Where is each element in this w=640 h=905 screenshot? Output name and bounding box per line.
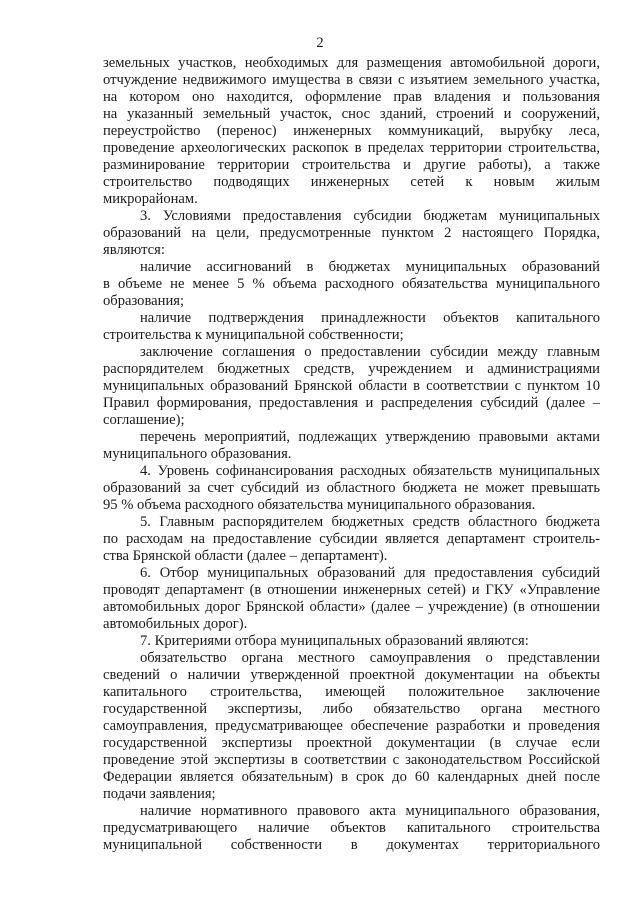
text-line: подачи заявления; [103,786,216,802]
text-line: автомобильных дорог). [103,616,248,632]
text-line: муниципальных образований Брянской области в соответствии с пунктом 10 [103,378,600,394]
text-line: проведение этой экспертизы в соответствии с законодательством Российской [103,752,600,768]
text-line: самоуправления, предусматривающее обеспечение разработки и проведения [103,718,600,734]
text-line: строительства к муниципальной собственности; [103,327,404,343]
text-line: микрорайонам. [103,191,198,207]
text-line: автомобильных дорог Брянской области» (далее – учреждение) (в отношении [103,599,600,615]
text-line: соглашение); [103,412,185,428]
text-line: разминирование территории строительства и другие работы), а также [103,157,600,173]
text-line: муниципальной собственности в документах территориального [103,837,600,853]
text-line: наличие ассигнований в бюджетах муниципальных образований [140,259,600,275]
text-line: на котором оно находится, оформление прав владения и пользования [103,89,600,105]
text-line: 95 % объема расходного обязательства муниципального образования. [103,497,536,513]
text-line: 4. Уровень софинансирования расходных обязательств муниципальных [140,463,600,479]
text-line: строительство подводящих инженерных сетей к новым жилым [103,174,600,190]
text-line: в объеме не менее 5 % объема расходного обязательства муниципального [103,276,600,292]
text-line: по расходам на предоставление субсидии является департамент строитель- [103,531,600,547]
text-line: 7. Критериями отбора муниципальных образований являются: [140,633,529,649]
text-line: образований на цели, предусмотренные пунктом 2 настоящего Порядка, [103,225,600,241]
text-line: переустройство (перенос) инженерных коммуникаций, вырубку леса, [103,123,600,139]
text-line: заключение соглашения о предоставлении субсидии между главным [140,344,600,360]
text-line: сведений о наличии утвержденной проектной документации на объекты [103,667,600,683]
text-line: 3. Условиями предоставления субсидии бюджетам муниципальных [140,208,600,224]
text-line: являются: [103,242,165,258]
text-line: Федерации является обязательным) в срок до 60 календарных дней после [103,769,600,785]
text-line: земельных участков, необходимых для размещения автомобильной дороги, [103,55,600,71]
text-line: распорядителем бюджетных средств, учреждением и администрациями [103,361,600,377]
text-line: капитального строительства, имеющей положительное заключение [103,684,600,700]
text-line: перечень мероприятий, подлежащих утверждению правовыми актами [140,429,600,445]
text-line: наличие нормативного правового акта муниципального образования, [140,803,600,819]
text-line: Правил формирования, предоставления и распределения субсидий (далее – [103,395,600,411]
text-line: обязательство органа местного самоуправления о представлении [140,650,600,666]
text-line: 5. Главным распорядителем бюджетных средств областного бюджета [140,514,600,530]
text-line: ства Брянской области (далее – департамент). [103,548,388,564]
text-line: проводят департамент (в отношении инженерных сетей) и ГКУ «Управление [103,582,600,598]
text-line: отчуждение недвижимого имущества в связи с изъятием земельного участка, [103,72,600,88]
text-line: 6. Отбор муниципальных образований для предоставления субсидий [140,565,600,581]
page-number: 2 [316,35,324,51]
text-line: государственной экспертизы, либо обязательство органа местного [103,701,600,717]
text-line: образований за счет субсидий из областного бюджета не может превышать [103,480,600,496]
text-line: предусматривающего наличие объектов капитального строительства [103,820,600,836]
text-line: на указанный земельный участок, снос зданий, строений и сооружений, [103,106,600,122]
text-line: образования; [103,293,185,309]
text-line: проведение археологических раскопок в пределах территории строительства, [103,140,600,156]
text-line: государственной экспертизы проектной документации (в случае если [103,735,600,751]
text-line: муниципального образования. [103,446,292,462]
text-line: наличие подтверждения принадлежности объектов капитального [140,310,600,326]
